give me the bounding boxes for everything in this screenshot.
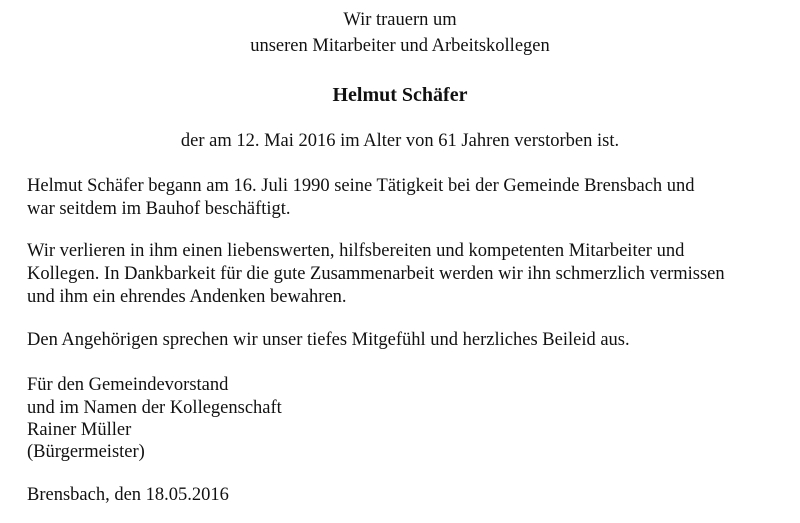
intro-subline: unseren Mitarbeiter und Arbeitskollegen: [250, 36, 550, 56]
place-date: Brensbach, den 18.05.2016: [27, 485, 229, 505]
paragraph-career-line: Helmut Schäfer begann am 16. Juli 1990 seine Tätigkeit bei der Gemeinde Brensbach und: [27, 176, 695, 196]
signature-line: Für den Gemeindevorstand: [27, 375, 229, 395]
paragraph-tribute-line: und ihm ein ehrendes Andenken bewahren.: [27, 287, 347, 307]
paragraph-tribute-line: Wir verlieren in ihm einen liebenswerten, hilfsbereiten und kompetenten Mitarbeiter und: [27, 241, 685, 261]
signature-title: (Bürgermeister): [27, 442, 145, 462]
death-statement: der am 12. Mai 2016 im Alter von 61 Jahren verstorben ist.: [180, 131, 620, 151]
paragraph-tribute-line: Kollegen. In Dankbarkeit für die gute Zusammenarbeit werden wir ihn schmerzlich vermissen: [27, 264, 725, 284]
intro-line: Wir trauern um: [343, 10, 457, 30]
signature-line: und im Namen der Kollegenschaft: [27, 398, 282, 418]
paragraph-condolence: Den Angehörigen sprechen wir unser tiefes Mitgefühl und herzliches Beileid aus.: [27, 330, 630, 350]
paragraph-career-line: war seitdem im Bauhof beschäftigt.: [27, 199, 291, 219]
signature-name: Rainer Müller: [27, 420, 132, 440]
deceased-name: Helmut Schäfer: [332, 84, 468, 106]
